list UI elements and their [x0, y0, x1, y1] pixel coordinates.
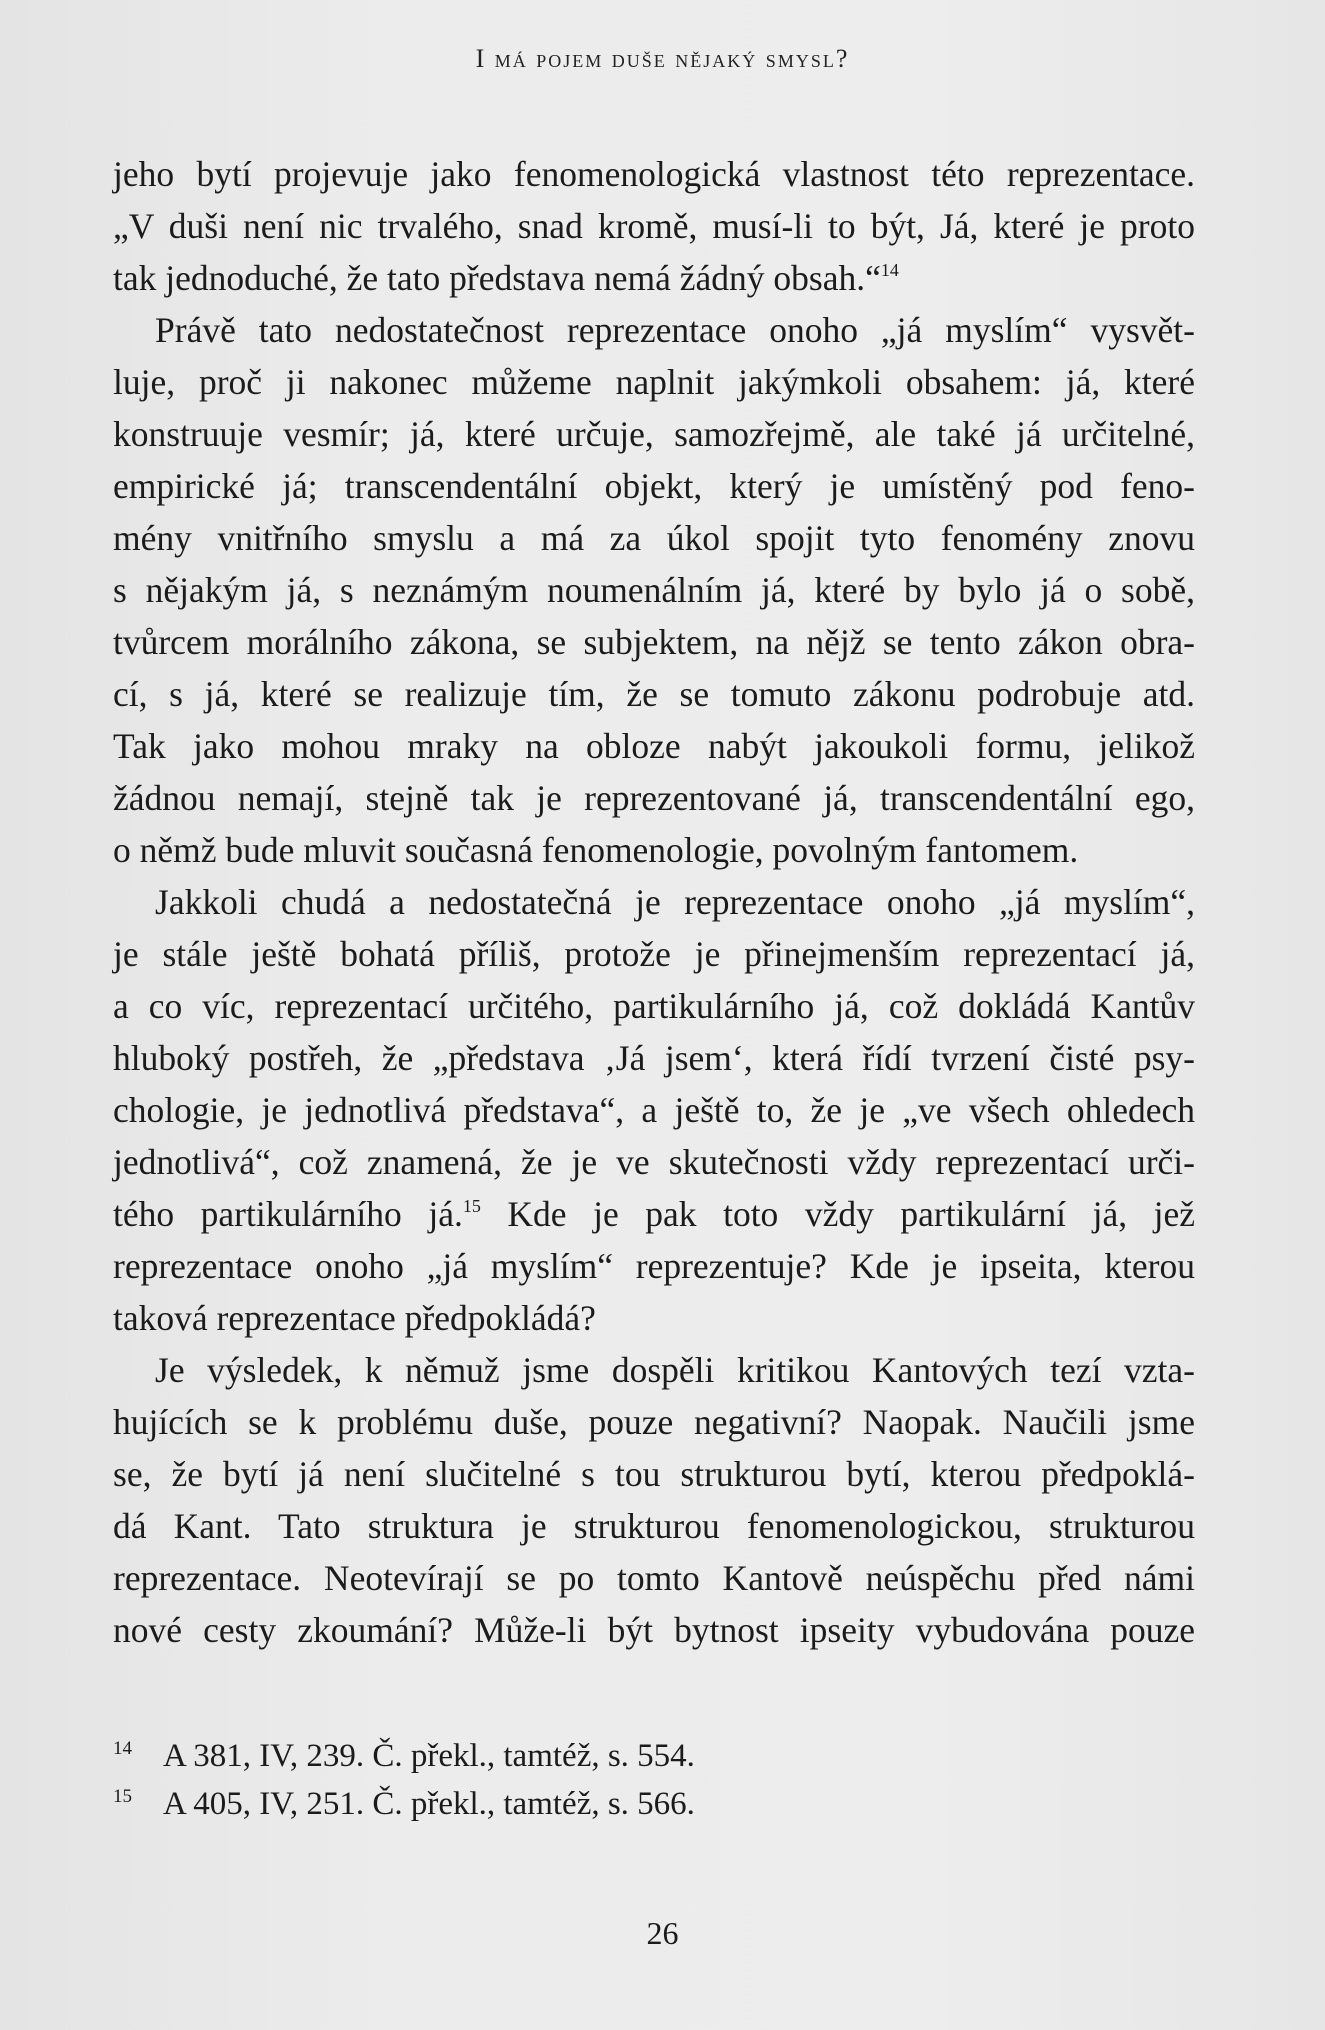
text-line: Právě tato nedostatečnost reprezentace onoho „já myslím“ vysvět- — [155, 310, 1195, 350]
footnote: 15 A 405, IV, 251. Č. překl., tamtéž, s. 566. — [113, 1786, 695, 1822]
body-text — [113, 148, 1195, 1656]
text-line — [113, 1188, 1195, 1240]
text-line: a co víc, reprezentací určitého, partikulárního já, což dokládá Kantův — [113, 986, 1195, 1026]
text-line: hluboký postřeh, že „představa ‚Já jsem‘, která řídí tvrzení čisté psy- — [113, 1038, 1195, 1078]
footnote: 14 A 381, IV, 239. Č. překl., tamtéž, s. 554. — [113, 1738, 695, 1774]
text-line: nové cesty zkoumání? Může-li být bytnost ipseity vybudována pouze — [113, 1610, 1195, 1650]
text-line: chologie, je jednotlivá představa“, a ještě to, že je „ve všech ohledech — [113, 1090, 1195, 1130]
footnote-text: A 405, IV, 251. Č. překl., tamtéž, s. 566. — [163, 1786, 695, 1822]
text-line: tvůrcem morálního zákona, se subjektem, na nějž se tento zákon obra- — [113, 622, 1195, 662]
text-line: je stále ještě bohatá příliš, protože je přinejmenším reprezentací já, — [113, 934, 1195, 974]
footnotes — [113, 1732, 913, 1828]
text-line: jeho bytí projevuje jako fenomenologická vlastnost této reprezentace. — [113, 154, 1195, 194]
text-line-continuation: Kde je pak toto vždy partikulární já, jež — [480, 1194, 1196, 1234]
text-line: Jakkoli chudá a nedostatečná je reprezentace onoho „já myslím“, — [155, 882, 1195, 922]
text-line: hujících se k problému duše, pouze negativní? Naopak. Naučili jsme — [113, 1402, 1195, 1442]
text-line: o němž bude mluvit současná fenomenologie, povolným fantomem. — [113, 830, 1079, 870]
text-line: taková reprezentace předpokládá? — [113, 1298, 596, 1338]
text-line: reprezentace. Neotevírají se po tomto Kantově neúspěchu před námi — [113, 1558, 1195, 1598]
running-head: I má pojem duše nějaký smysl? — [475, 44, 850, 73]
text-line: Tak jako mohou mraky na obloze nabýt jakoukoli formu, jelikož — [113, 726, 1195, 766]
text-line: konstruuje vesmír; já, které určuje, samozřejmě, ale také já určitelné, — [113, 414, 1195, 454]
text-line: s nějakým já, s neznámým noumenálním já, které by bylo já o sobě, — [113, 570, 1195, 610]
text-line: mény vnitřního smyslu a má za úkol spojit tyto fenomény znovu — [113, 518, 1195, 558]
text-line: luje, proč ji nakonec můžeme naplnit jakýmkoli obsahem: já, které — [113, 362, 1195, 402]
text-line: reprezentace onoho „já myslím“ reprezentuje? Kde je ipseita, kterou — [113, 1246, 1195, 1286]
footnote-text: A 381, IV, 239. Č. překl., tamtéž, s. 554. — [163, 1738, 695, 1774]
footnote-ref-15: 15 — [462, 1196, 481, 1216]
text-line: se, že bytí já není slučitelné s tou strukturou bytí, kterou předpoklá- — [113, 1454, 1195, 1494]
text-line: jednotlivá“, což znamená, že je ve skutečnosti vždy reprezentací urči- — [113, 1142, 1195, 1182]
text-line-content: tého partikulárního já. — [113, 1194, 463, 1234]
text-line-content: tak jednoduché, že tato představa nemá žádný obsah.“ — [113, 258, 881, 298]
text-line: žádnou nemají, stejně tak je reprezentované já, transcendentální ego, — [113, 778, 1195, 818]
text-line: cí, s já, které se realizuje tím, že se tomuto zákonu podrobuje atd. — [113, 674, 1195, 714]
text-line — [113, 252, 1195, 304]
text-line: „V duši není nic trvalého, snad kromě, musí-li to být, Já, které je proto — [113, 206, 1195, 246]
text-line: empirické já; transcendentální objekt, který je umístěný pod feno- — [113, 466, 1195, 506]
text-line: Je výsledek, k němuž jsme dospěli kritikou Kantových tezí vzta- — [155, 1350, 1195, 1390]
page-number: 26 — [646, 1915, 679, 1951]
text-line: dá Kant. Tato struktura je strukturou fenomenologickou, strukturou — [113, 1506, 1195, 1546]
footnote-ref-14: 14 — [880, 260, 899, 280]
